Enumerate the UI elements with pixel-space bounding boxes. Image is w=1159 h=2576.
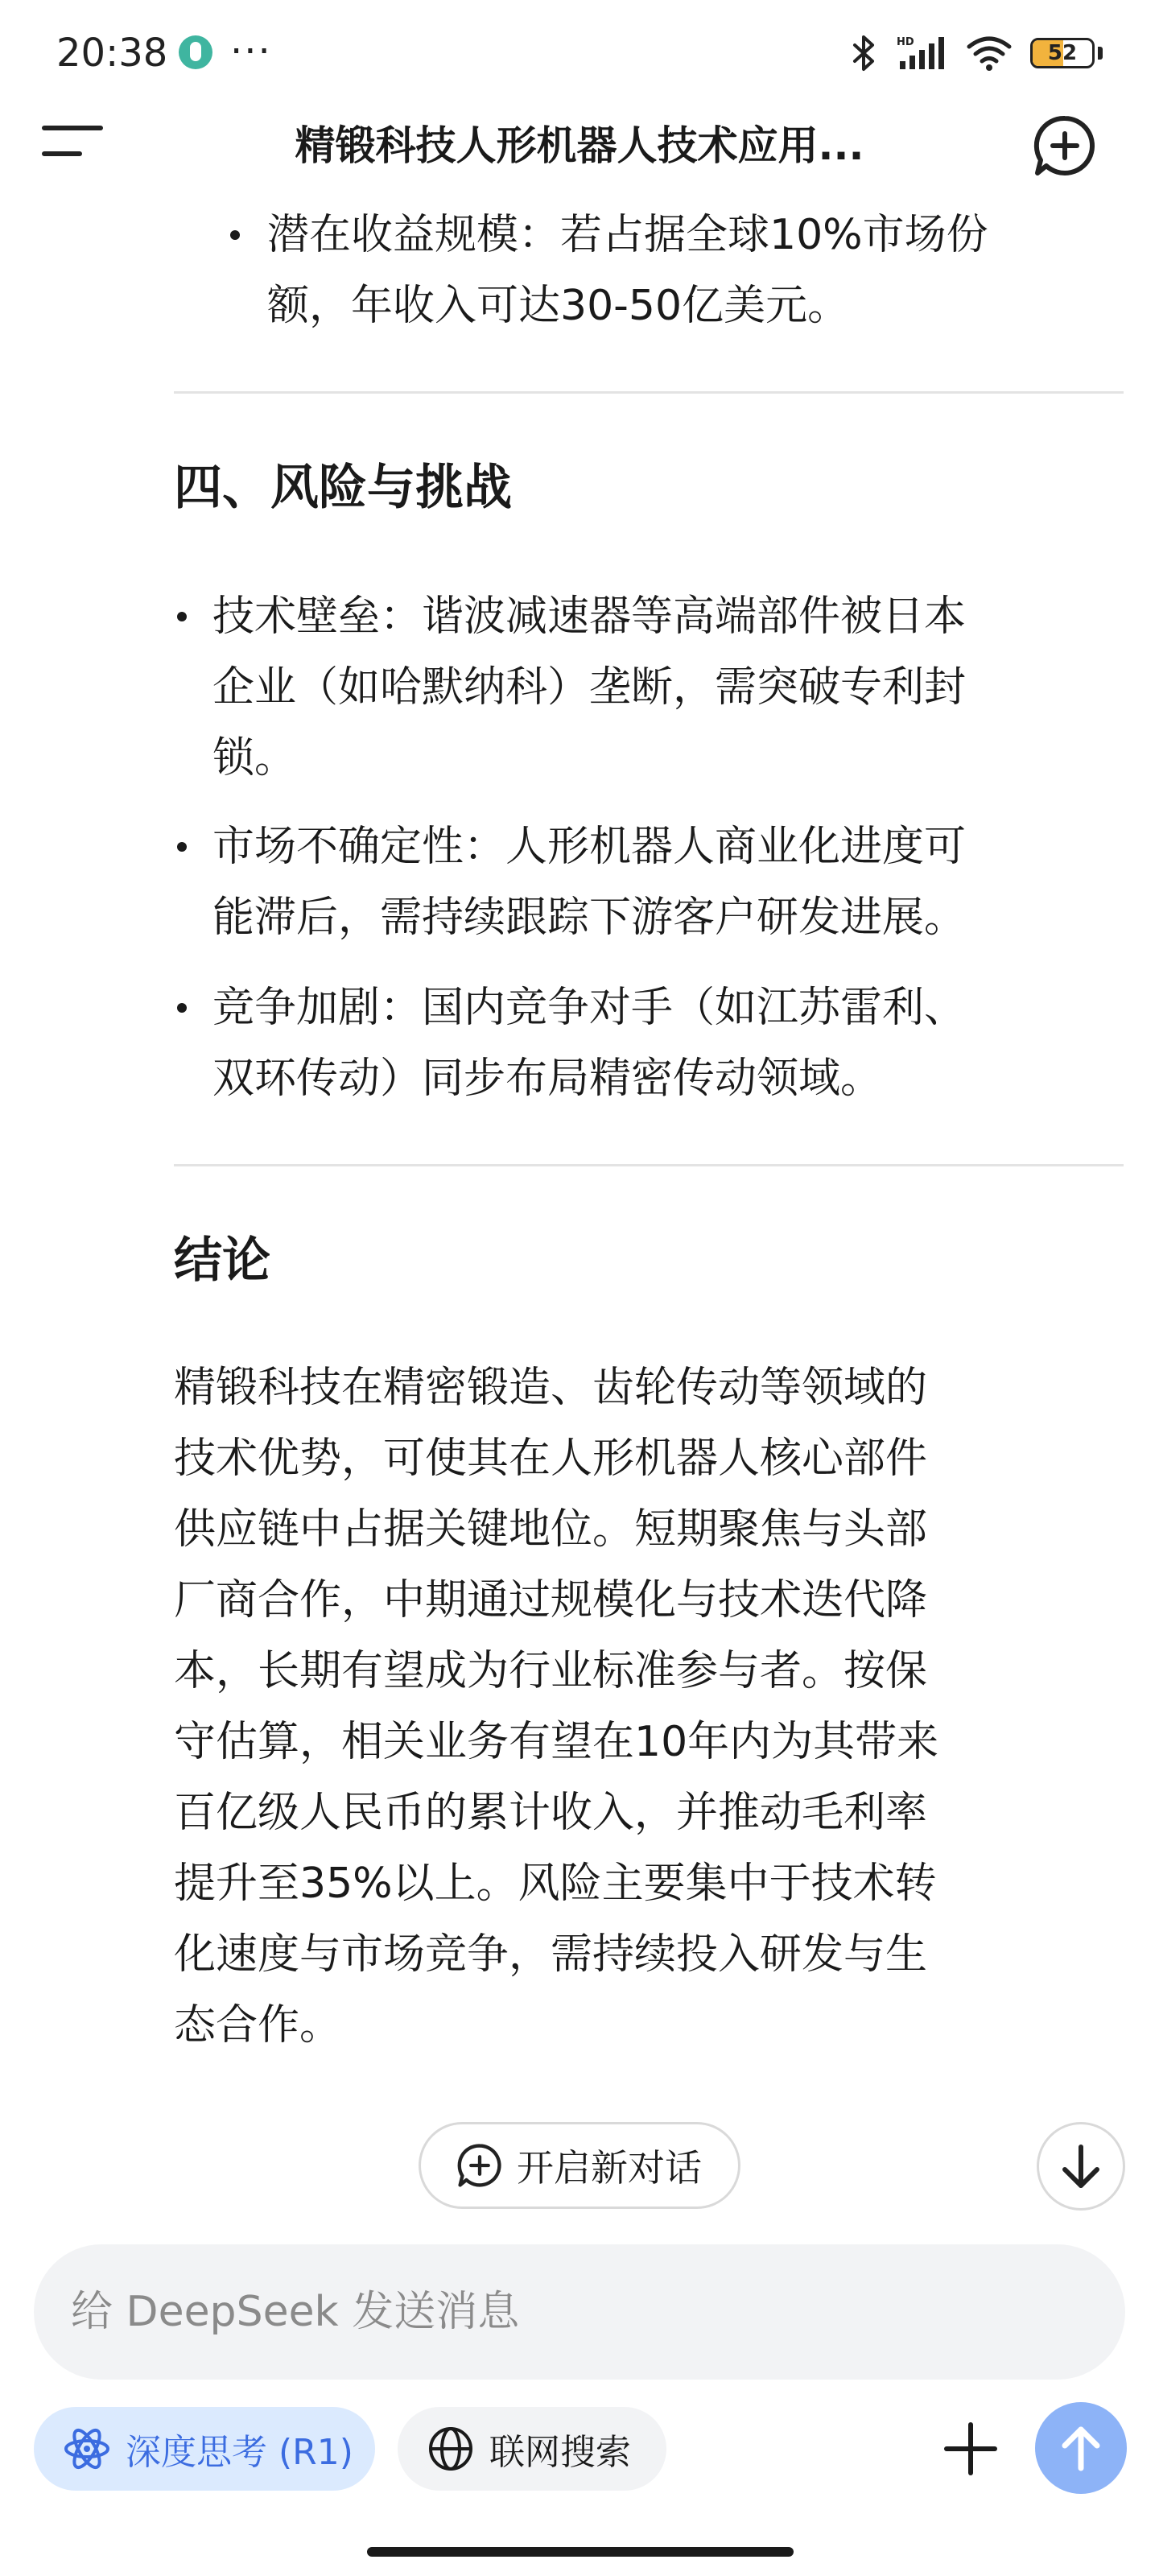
section-heading-risks: 四、风险与挑战	[174, 460, 512, 516]
list-item	[212, 972, 1138, 1114]
svg-text:HD: HD	[897, 36, 914, 48]
home-indicator[interactable]	[367, 2547, 794, 2557]
divider	[174, 1164, 1124, 1166]
divider	[174, 391, 1124, 394]
list-item	[212, 581, 1138, 794]
arrow-up-icon	[1053, 2420, 1109, 2476]
text-line: 企业（如哈默纳科）垄断，需突破专利封	[212, 663, 967, 712]
plus-icon[interactable]	[940, 2418, 1001, 2479]
deep-think-label: 深度思考 (R1)	[126, 2432, 353, 2473]
text-line: 守估算，相关业务有望在10年内为其带来	[174, 1718, 939, 1766]
list-item	[212, 811, 1138, 953]
text-line: 提升至35%以上。风险主要集中于技术转	[174, 1860, 937, 1908]
text-line: 百亿级人民币的累计收入，并推动毛利率	[174, 1789, 928, 1837]
text-line: 本，长期有望成为行业标准参与者。按保	[174, 1647, 928, 1695]
battery-icon	[1030, 38, 1095, 68]
new-chat-label: 开启新对话	[517, 2146, 702, 2190]
status-icons	[850, 29, 1103, 77]
bullet-dot	[177, 1003, 187, 1013]
text-line: 技术壁垒：谐波减速器等高端部件被日本	[212, 592, 967, 641]
hd-signal-icon	[897, 34, 948, 72]
text-line: 竞争加剧：国内竞争对手（如江苏雷利、	[212, 984, 967, 1032]
send-button[interactable]	[1035, 2402, 1127, 2494]
battery-cap	[1098, 47, 1103, 60]
status-time: 20:38	[56, 31, 168, 76]
section-heading-conclusion: 结论	[174, 1232, 270, 1289]
deep-think-toggle[interactable]	[34, 2407, 375, 2491]
web-search-toggle[interactable]	[398, 2407, 666, 2491]
web-search-label: 联网搜索	[489, 2432, 631, 2473]
text-line: 厂商合作，中期通过规模化与技术迭代降	[174, 1576, 928, 1624]
text-line: 精锻科技在精密锻造、齿轮传动等领域的	[174, 1364, 928, 1412]
status-overflow-dots: ···	[230, 29, 272, 74]
page-title: 精锻科技人形机器人技术应用...	[295, 122, 864, 169]
menu-icon[interactable]	[42, 121, 103, 169]
text-line: 双环传动）同步布局精密传动领域。	[212, 1055, 883, 1103]
bluetooth-icon	[850, 34, 879, 72]
wifi-icon	[966, 34, 1013, 72]
bullet-dot	[177, 842, 187, 852]
text-line: 技术优势，可使其在人形机器人核心部件	[174, 1435, 928, 1483]
new-chat-icon	[457, 2143, 502, 2188]
bullet-dot	[230, 230, 240, 240]
message-input-box[interactable]	[34, 2244, 1125, 2380]
new-chat-button[interactable]	[419, 2122, 740, 2209]
new-chat-icon[interactable]	[1033, 114, 1096, 177]
text-line: 市场不确定性：人形机器人商业化进度可	[212, 823, 967, 871]
arrow-down-icon	[1039, 2124, 1123, 2208]
battery-percent: 52	[1047, 41, 1078, 65]
text-line: 态合作。	[174, 2001, 342, 2050]
globe-icon	[427, 2425, 475, 2473]
scroll-to-bottom-button[interactable]	[1037, 2122, 1125, 2211]
text-line: 化速度与市场竞争，需持续投入研发与生	[174, 1930, 928, 1979]
text-line: 能滞后，需持续跟踪下游客户研发进展。	[212, 894, 967, 942]
text-line: 额，年收入可达30-50亿美元。	[267, 282, 850, 330]
text-line: 供应链中占据关键地位。短期聚焦与头部	[174, 1505, 928, 1554]
conclusion-paragraph	[174, 1352, 1132, 2061]
app-notification-icon	[179, 35, 212, 69]
atom-icon	[63, 2425, 111, 2473]
bullet-dot	[177, 612, 187, 621]
text-line: 潜在收益规模：若占据全球10%市场份	[267, 211, 988, 259]
list-item	[267, 200, 1136, 341]
text-line: 锁。	[212, 734, 297, 782]
message-input[interactable]	[69, 2287, 1125, 2337]
